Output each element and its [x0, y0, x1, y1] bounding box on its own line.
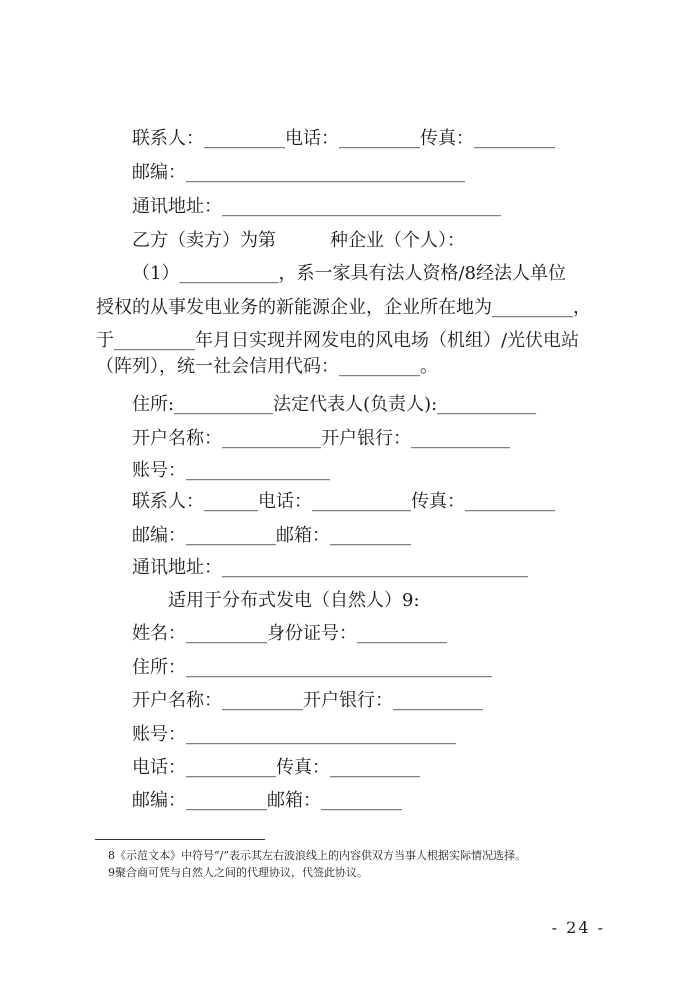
name-id-line: 姓名：_________身份证号：__________ [132, 623, 447, 644]
footnote-divider [95, 839, 265, 840]
phone-fax-line: 电话：__________传真：__________ [132, 757, 420, 778]
address-line-1: 通讯地址：_______________________________ [132, 196, 501, 217]
address-line-2: 通讯地址：__________________________________ [132, 557, 528, 578]
footnote-8: 8《示范文本》中符号“/”表示其左右波浪线上的内容供双方当事人根据实际情况选择。 [108, 849, 526, 862]
clause-1-line: （1）___________，系一家具有法人资格/8经法人单位 [132, 263, 566, 284]
clause-1-line-3: 于_________年月日实现并网发电的风电场（机组）/光伏电站 [96, 330, 580, 351]
bank-account-name-line: 开户名称：___________开户银行：___________ [132, 428, 510, 449]
residence-line: 住所:___________法定代表人(负责人):___________ [132, 394, 537, 415]
page-number: - 24 - [551, 918, 605, 937]
postcode-line-1: 邮编：_______________________________ [132, 162, 465, 183]
footnote-9: 9聚合商可凭与自然人之间的代理协议，代签此协议。 [108, 866, 368, 879]
postcode-email-line: 邮编：__________邮箱：_________ [132, 525, 411, 546]
account-number-line: 账号：________________ [132, 460, 330, 481]
clause-1-line-4: （阵列），统一社会信用代码：_________。 [96, 356, 438, 377]
party-b-heading: 乙方（卖方）为第 种企业（个人）： [132, 230, 465, 251]
contact-line-2: 联系人：______电话：___________传真：__________ [132, 491, 555, 512]
residence-line-2: 住所：__________________________________ [132, 657, 492, 678]
postcode-email-line-2: 邮编：_________邮箱：_________ [132, 790, 402, 811]
contact-line-1: 联系人：_________电话：_________传真：_________ [132, 128, 555, 149]
bank-account-name-line-2: 开户名称：_________开户银行：__________ [132, 690, 483, 711]
account-number-line-2: 账号：______________________________ [132, 724, 456, 745]
clause-1-line-2: 授权的从事发电业务的新能源企业，企业所在地为_________， [96, 297, 591, 318]
distributed-heading: 适用于分布式发电（自然人）9: [168, 590, 420, 611]
